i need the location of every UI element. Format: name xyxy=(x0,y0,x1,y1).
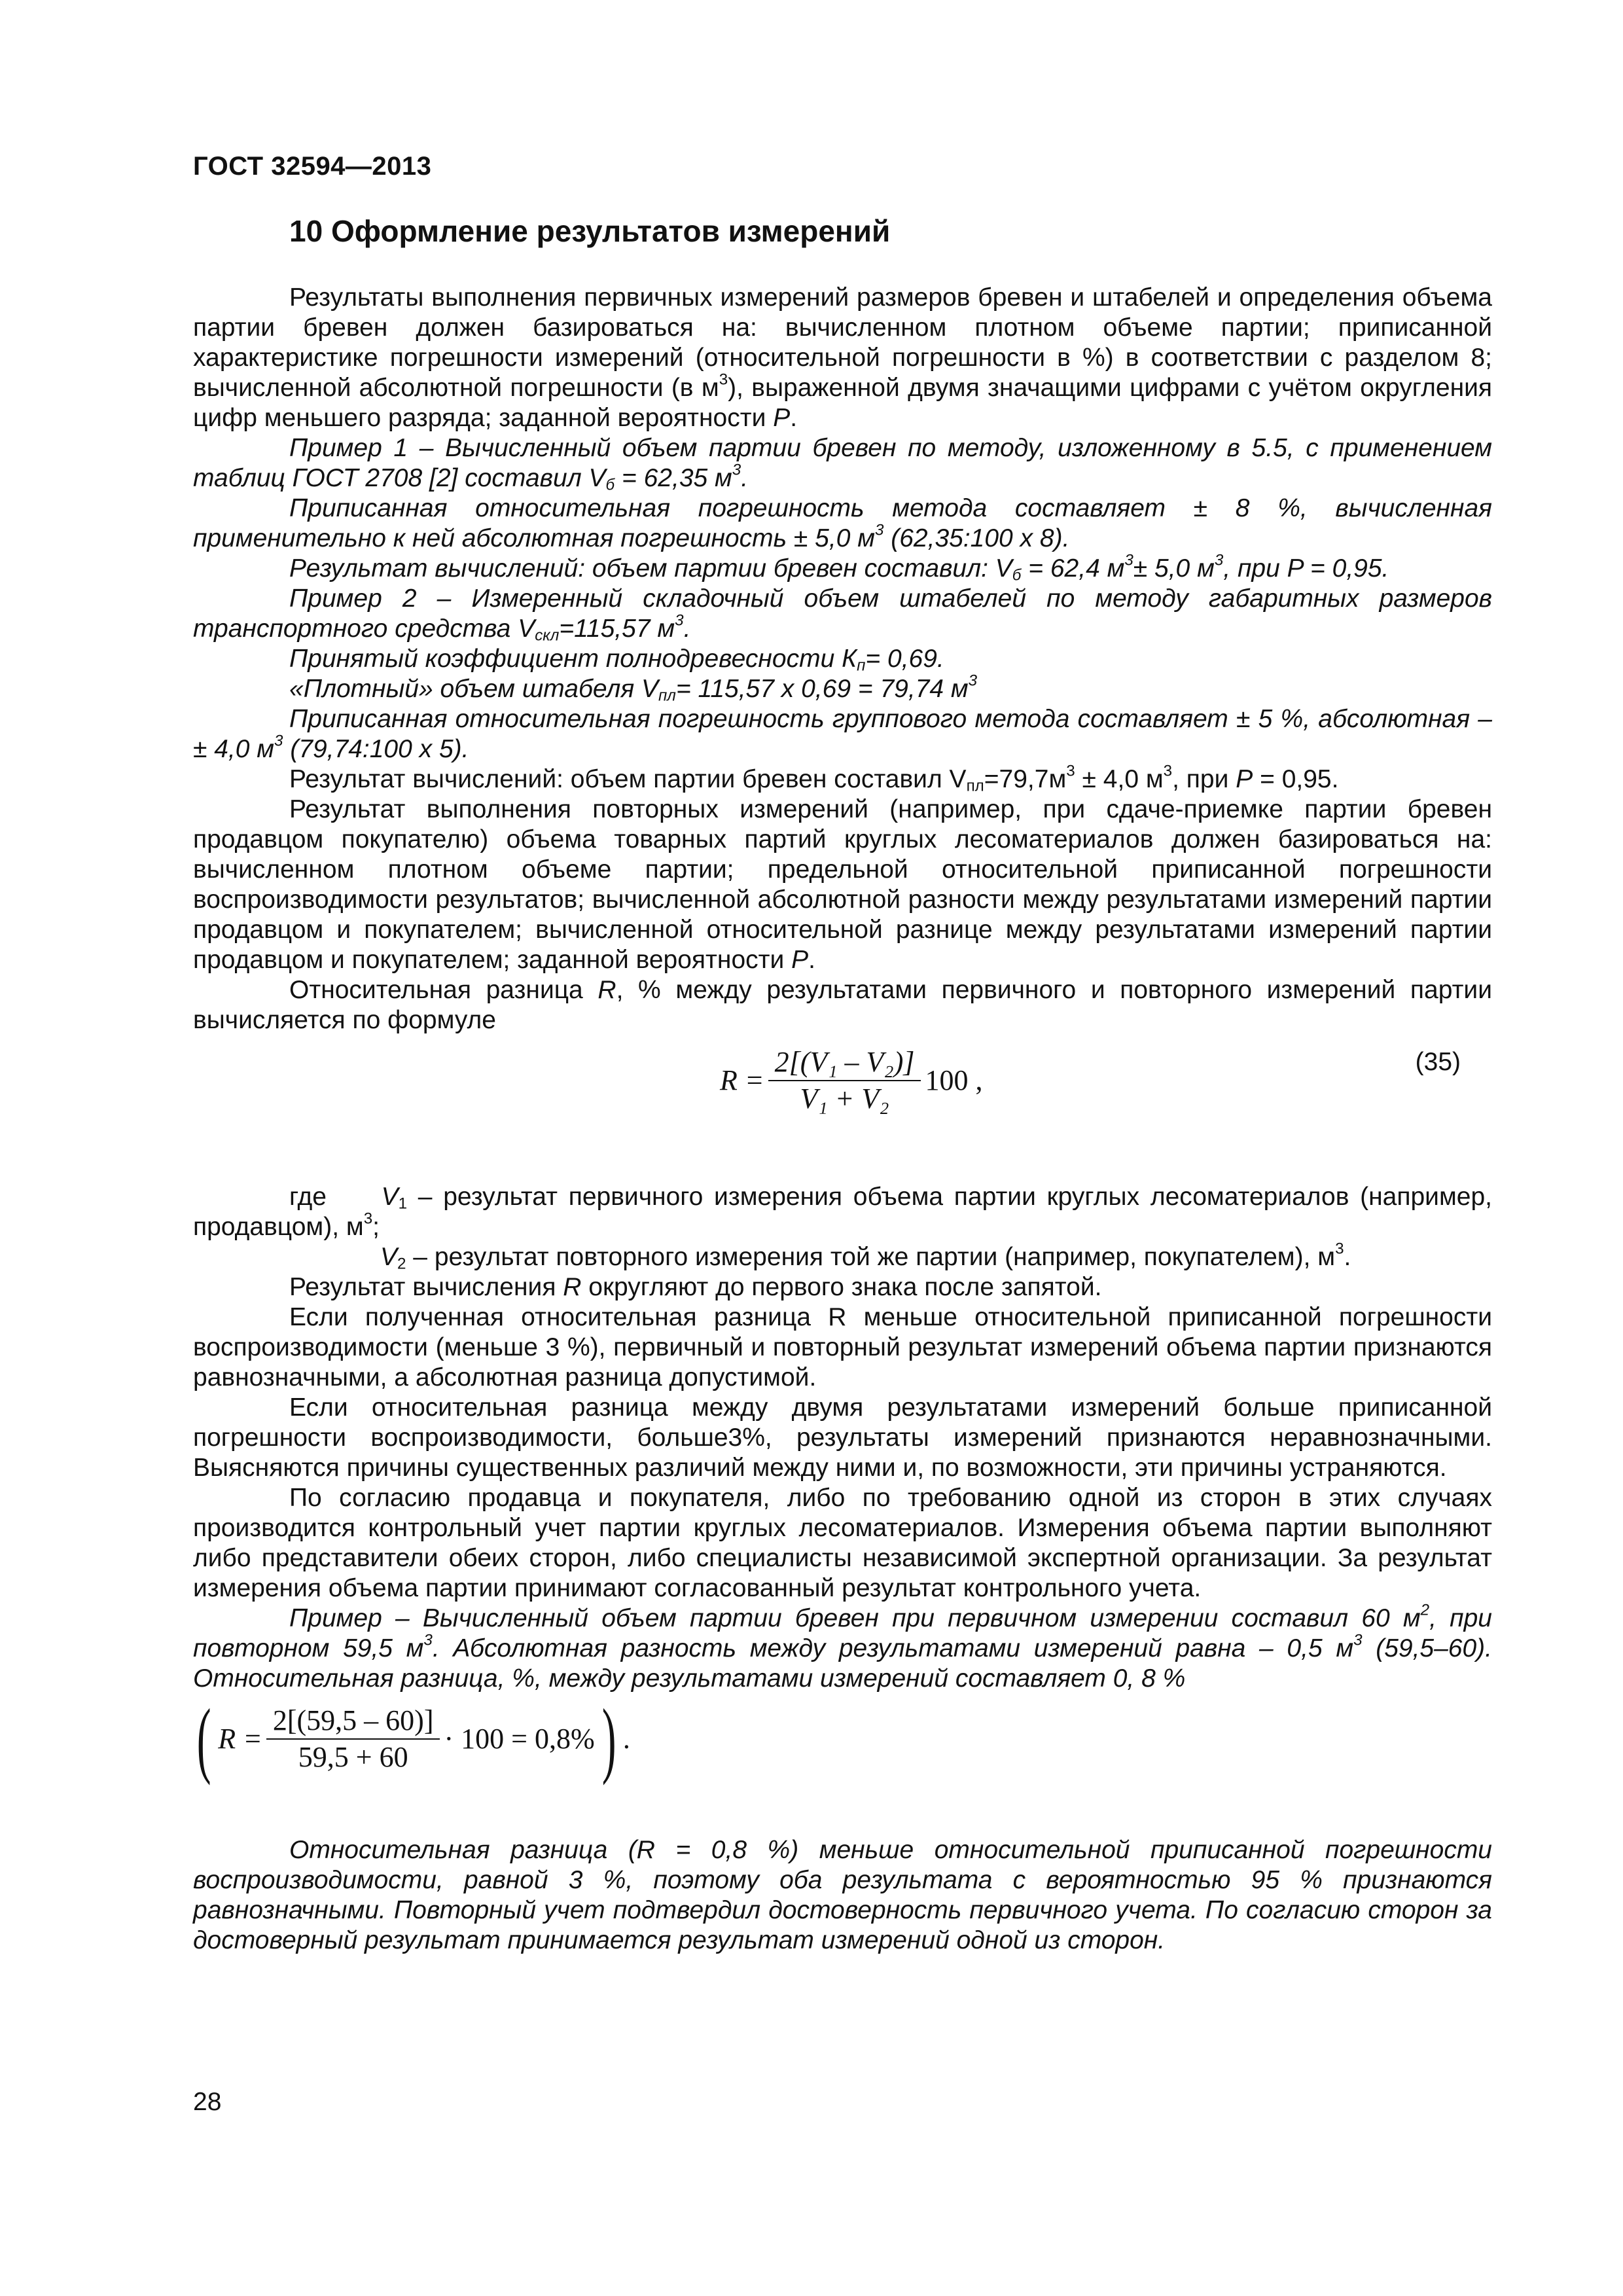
example-3-formula xyxy=(193,1694,1492,1799)
rule-equivalent: Если полученная относительная разница R меньше относительной приписанной погрешности воспроизводимости (меньше 3 %), первичный и повторный результат измерений объема партии признаются равнозначными, а абсолютная разница допустимой. xyxy=(193,1303,1492,1391)
formula-35-expression xyxy=(720,1047,982,1114)
example-2-coefficient: Принятый коэффициент полнодревесности $К_п= 0,69$. xyxy=(289,645,944,675)
formula-35-fraction xyxy=(768,1047,921,1114)
rule-not-equivalent: Если относительная разница между двумя результатами измерений больше приписанной погрешности воспроизводимости, больше3%, результаты измерений признаются неравнозначными. Выясняются причины существенных различий между ними и, по возможности, эти причины устраняются. xyxy=(193,1393,1492,1482)
example-3-denominator: 59,5 + 60 xyxy=(298,1741,408,1773)
example-2-error: Приписанная относительная погрешность группового метода составляет ± 5 %, абсолютная – ± 4,0 $м^3$ (79,74:100 x 5). xyxy=(193,705,1492,763)
formula-35-factor: 100 , xyxy=(925,1064,983,1096)
example-3-fraction xyxy=(266,1706,440,1772)
paragraph-relative-difference: Относительная разница R, % между результатами первичного и повторного измерений партии вычисляется по формуле xyxy=(193,976,1492,1034)
page-content xyxy=(193,283,1492,1956)
example-3-conclusion: Относительная разница (R = 0,8 %) меньше относительной приписанной погрешности воспроизводимости, равной 3 %, поэтому оба результата с вероятностью 95 % признаются равнозначными. Повторный учет подтвердил достоверность первичного учета. По согласию сторон за достоверный результат принимается результат измерений одной из сторон. xyxy=(193,1836,1492,1954)
example-1-volume: Пример 1 – Вычисленный объем партии бревен по методу, изложенному в 5.5, с применением таблиц ГОСТ 2708 [2] составил $V_б = 62,35$ $м^3$. xyxy=(193,434,1492,494)
formula-35-denominator: V₁ + V₂ xyxy=(800,1083,889,1115)
section-title: 10 Оформление результатов измерений xyxy=(289,214,891,248)
formula-35-lhs: R = xyxy=(720,1064,764,1096)
example-2-dense-volume: «Плотный» объем штабеля $V_{пл}= 115,57$ x 0,69 = 79,74 $м^3$ xyxy=(289,672,978,705)
document-header: ГОСТ 32594—2013 xyxy=(193,152,432,181)
example-3-numerator: 2[(59,5 – 60)] xyxy=(266,1706,440,1740)
where-v2: $V_2$ – результат повторного измерения той же партии (например, покупателем), $м^3$. xyxy=(380,1240,1351,1273)
formula-35 xyxy=(193,1041,1492,1158)
paragraph-primary-measurements: Результаты выполнения первичных измерений размеров бревен и штабелей и определения объема партии бревен должен базироваться на: вычисленном плотном объеме партии; приписанной характеристике погрешности измерений (относительной погрешности в %) в соответствии с разделом 8; вычисленной абсолютной погрешности (в $м^3$), выраженной двумя значащими цифрами с учётом округления цифр меньшего разряда; заданной вероятности P. xyxy=(193,283,1493,432)
rule-rounding: Результат вычисления R округляют до первого знака после запятой. xyxy=(289,1273,1102,1301)
example-3-formula-rhs: · 100 = 0,8% xyxy=(444,1723,595,1755)
example-1-error: Приписанная относительная погрешность метода составляет ± 8 %, вычисленная применительно к ней абсолютная погрешность ± 5,0 $м^3$ (62,35:100 x 8). xyxy=(193,494,1492,552)
example-3-formula-end: . xyxy=(622,1723,630,1755)
paragraph-repeat-measurements: Результат выполнения повторных измерений (например, при сдаче-приемке партии бревен продавцом покупателю) объема товарных партий круглых лесоматериалов должен базироваться на: вычисленном плотном объеме партии; предельной относительной приписанной погрешности воспроизводимости результатов; вычисленной абсолютной разности между результатами измерений партии продавцом и покупателем; вычисленной относительной разнице между результатами измерений партии продавцом и покупателем; заданной вероятности P. xyxy=(193,795,1492,974)
page-number: 28 xyxy=(193,2088,222,2116)
example-3-formula-lhs: R = xyxy=(218,1723,262,1755)
example-3-formula-expression xyxy=(190,1692,630,1786)
equation-number: (35) xyxy=(1415,1048,1461,1076)
example-2-result: Результат вычислений: объем партии бревен составил $V_{пл}=79,7м^3 \pm 4,0$ $м^3$, при P = 0,95. xyxy=(289,762,1339,795)
example-1-result: Результат вычислений: объем партии бревен составил: $V_б = 62,4$ $м^3\pm 5,0$ $м^3$, при P = 0,95. xyxy=(289,551,1389,584)
example-2-volume: Пример 2 – Измеренный складочный объем штабелей по методу габаритных размеров транспортного средства $V_{скл}=115,57$ $м^3$. xyxy=(193,584,1492,645)
left-paren: ( xyxy=(196,1692,211,1786)
where-v1: где $V_1$ – результат первичного измерения объема партии круглых лесоматериалов (например, продавцом), $м^3$; xyxy=(193,1183,1492,1241)
rule-control-accounting: По согласию продавца и покупателя, либо по требованию одной из сторон в этих случаях производится контрольный учет партии круглых лесоматериалов. Измерения объема партии выполняют либо представители обеих сторон, либо специалисты независимой экспертной организации. За результат измерения объема партии принимают согласованный результат контрольного учета. xyxy=(193,1484,1492,1602)
formula-35-numerator: 2[(V₁ – V₂)] xyxy=(768,1047,921,1081)
example-3-text: Пример – Вычисленный объем партии бревен при первичном измерении составил 60 $м^2$, при повторном 59,5 $м^3$. Абсолютная разность между результатами измерений равна – 0,5 $м^3$ (59,5–60). Относительная разница, %, между результатами измерений составляет 0, 8 % xyxy=(193,1601,1492,1693)
right-paren: ) xyxy=(601,1692,616,1786)
